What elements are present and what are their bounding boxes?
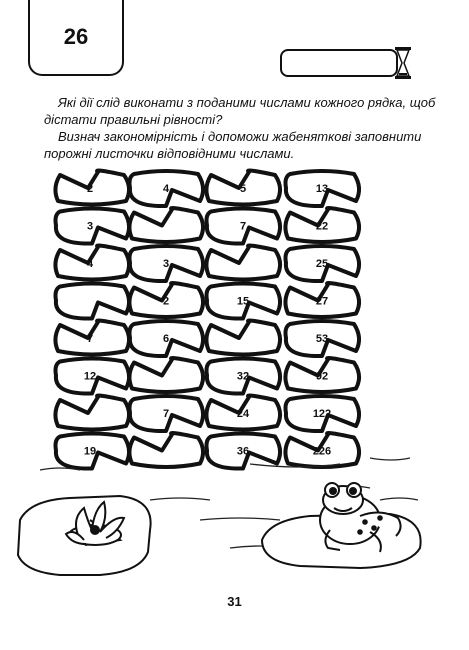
lily-pad-number bbox=[55, 246, 129, 280]
lily-pad-number bbox=[207, 284, 281, 319]
lily-pad-number bbox=[206, 171, 280, 205]
lily-pad-number bbox=[285, 208, 359, 242]
lily-pad-empty[interactable] bbox=[56, 284, 130, 319]
lily-pad-empty[interactable] bbox=[129, 433, 203, 467]
lily-pad-value: 27 bbox=[315, 295, 329, 308]
lily-pad-value: 53 bbox=[315, 333, 329, 345]
lily-pad-value: 24 bbox=[236, 408, 250, 420]
lily-pad-value: 4 bbox=[162, 183, 170, 195]
lily-pad-number bbox=[129, 283, 203, 317]
lily-pad-value: 6 bbox=[162, 333, 170, 345]
lily-pad-number bbox=[207, 359, 281, 394]
lily-pad-outline bbox=[129, 358, 203, 392]
water-lily-icon bbox=[18, 496, 151, 575]
lily-pad-number bbox=[206, 396, 280, 430]
lily-pad-value: 36 bbox=[236, 445, 250, 458]
lily-pad-value: 92 bbox=[315, 370, 329, 383]
lily-pad-number bbox=[207, 434, 281, 469]
lily-pad-empty[interactable] bbox=[206, 246, 280, 280]
page-number: 31 bbox=[227, 594, 242, 609]
lily-pad-empty[interactable] bbox=[129, 208, 203, 242]
lily-pad-value: 7 bbox=[86, 333, 94, 345]
lily-pad-value: 13 bbox=[315, 183, 329, 195]
lily-pad-number bbox=[130, 246, 204, 281]
lily-pad-number bbox=[285, 433, 359, 467]
lily-pad-outline bbox=[206, 246, 280, 280]
task-number: 26 bbox=[63, 24, 89, 49]
lily-pad-outline bbox=[129, 433, 203, 467]
lily-pad-outline bbox=[206, 321, 280, 355]
lily-pad-number bbox=[55, 171, 129, 205]
lily-pad-value: 3 bbox=[86, 220, 94, 233]
lily-pad-empty[interactable] bbox=[55, 396, 129, 430]
lily-pad-number bbox=[130, 321, 204, 356]
lily-pad-number bbox=[130, 396, 204, 431]
lily-pad-value: 7 bbox=[239, 220, 247, 233]
lily-pad-number bbox=[56, 209, 130, 244]
lily-pad-number bbox=[286, 321, 360, 356]
lily-pad-value: 122 bbox=[312, 408, 332, 420]
lily-pad-number bbox=[207, 209, 281, 244]
lily-pad-value: 2 bbox=[162, 295, 170, 308]
lily-pad-outline bbox=[55, 396, 129, 430]
lily-pad-number bbox=[286, 171, 360, 206]
lily-pad-number bbox=[55, 321, 129, 355]
lily-pad-value: 5 bbox=[239, 183, 247, 195]
lily-pad-value: 4 bbox=[86, 258, 94, 270]
instruction-question: Які дії слід виконати з поданими числами кожного рядка, щоб дістати правильні рівності? bbox=[44, 95, 436, 127]
lily-pad-value: 25 bbox=[315, 258, 329, 270]
lily-pad-number bbox=[285, 358, 359, 392]
lily-pad-grid bbox=[55, 171, 359, 469]
lily-pad-value: 2 bbox=[86, 183, 94, 195]
lily-pad-value: 7 bbox=[162, 408, 170, 420]
frog-icon bbox=[262, 483, 421, 568]
lily-pad-value: 226 bbox=[312, 445, 332, 458]
lily-pad-empty[interactable] bbox=[206, 321, 280, 355]
instruction-task: Визнач закономірність і допоможи жабеняткові заповнити порожні листочки відповідними числами. bbox=[44, 129, 422, 161]
lily-pad-number bbox=[130, 171, 204, 206]
lily-pad-value: 19 bbox=[83, 445, 97, 458]
lily-pad-value: 22 bbox=[315, 220, 329, 233]
lily-pad-value: 15 bbox=[236, 295, 250, 308]
lily-pad-number bbox=[56, 434, 130, 469]
lily-pad-outline bbox=[129, 208, 203, 242]
lily-pad-outline bbox=[56, 284, 130, 319]
lily-pad-number bbox=[285, 283, 359, 317]
lily-pad-empty[interactable] bbox=[129, 358, 203, 392]
lily-pad-number bbox=[56, 359, 130, 394]
lily-pad-number bbox=[286, 396, 360, 431]
lily-pad-number bbox=[286, 246, 360, 281]
lily-pad-value: 3 bbox=[162, 258, 170, 270]
lily-pad-value: 32 bbox=[236, 370, 250, 383]
lily-pad-value: 12 bbox=[83, 370, 97, 383]
